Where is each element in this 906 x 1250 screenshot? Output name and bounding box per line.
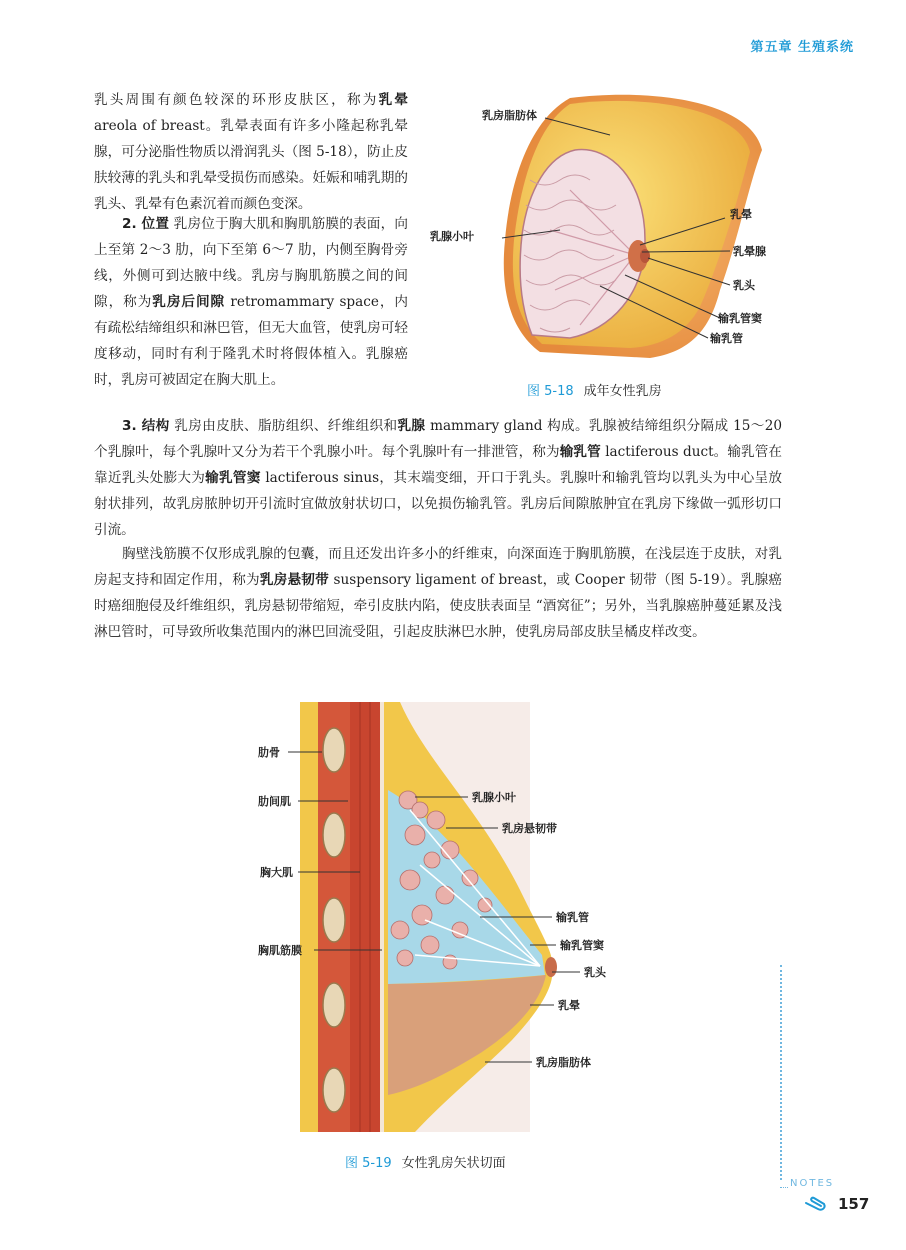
label-duct-19: 输乳管 <box>556 911 589 924</box>
figure-5-19-caption: 图 5-19 女性乳房矢状切面 <box>345 1156 506 1171</box>
label-pec-fascia-19: 胸肌筋膜 <box>258 944 302 957</box>
label-pec-major-19: 胸大肌 <box>260 866 293 879</box>
pectoral-muscle <box>350 702 380 1132</box>
paragraph-structure: 3. 结构 乳房由皮肤、脂肪组织、纤维组织和乳腺 mammary gland 构成。乳腺被结缔组织分隔成 15～20 个乳腺叶，每个乳腺叶又分为若干个乳腺小叶。每个乳腺叶有一排泄管，称为输乳管 lactiferous duct。输乳管在靠近乳头处膨大为输乳管窦 lactiferous sinus，其末端变细，开口于乳头。乳腺叶和输乳管均以乳头为中心呈放射状排列，故乳房脓肿切开引流时宜做放射状切口，以免损伤输乳管。乳房后间隙脓肿宜在乳房下缘做一弧形切口引流。 <box>94 418 783 538</box>
label-sinus-18: 输乳管窦 <box>718 312 762 325</box>
label-lobule-18: 乳腺小叶 <box>430 230 474 243</box>
chapter-header: 第五章 生殖系统 <box>750 40 854 55</box>
label-duct-18: 输乳管 <box>710 332 743 345</box>
label-sinus-19: 输乳管窦 <box>560 939 604 952</box>
notes-divider <box>780 1187 788 1188</box>
figure-5-18-caption: 图 5-18 成年女性乳房 <box>527 384 662 399</box>
term-mammary-gland: 乳腺 <box>397 418 426 434</box>
label-suspensory-19: 乳房悬韧带 <box>502 822 557 835</box>
label-areolar-gland-18: 乳晕腺 <box>733 245 766 258</box>
section-heading-position: 2. 位置 <box>122 216 170 232</box>
figure-5-19-illustration <box>250 700 630 1140</box>
label-nipple-19: 乳头 <box>584 966 606 979</box>
page-number: 157 <box>838 1195 870 1213</box>
term-retromammary-space: 乳房后间隙 <box>152 294 226 310</box>
section-heading-structure: 3. 结构 <box>122 418 170 434</box>
figure-5-18-illustration <box>420 90 790 400</box>
chest-wall-fat <box>300 702 318 1132</box>
label-intercostal-19: 肋间肌 <box>258 795 291 808</box>
paragraph-suspensory-ligament: 胸壁浅筋膜不仅形成乳腺的包囊，而且还发出许多小的纤维束，向深面连于胸肌筋膜，在浅层连于皮肤，对乳房起支持和固定作用，称为乳房悬韧带 suspensory ligament of breast，或 Cooper 韧带（图 5-19）。乳腺癌时癌细胞侵及纤维组织，乳房悬韧带缩短，牵引皮肤内陷，使皮肤表面呈 “酒窝征”；另外，当乳腺癌肿蔓延累及浅淋巴管时，可导致所收集范围内的淋巴回流受阻，引起皮肤淋巴水肿，使乳房局部皮肤呈橘皮样改变。 <box>94 546 782 640</box>
label-areola-18: 乳晕 <box>730 208 752 221</box>
term-areola: 乳晕 <box>378 92 409 108</box>
paragraph-areola: 乳头周围有颜色较深的环形皮肤区，称为乳晕 areola of breast。乳晕表面有许多小隆起称乳晕腺，可分泌脂性物质以滑润乳头（图 5-18），防止皮肤较薄的乳头和乳晕受损伤而感染。妊娠和哺乳期的乳头、乳晕有色素沉着而颜色变深。 <box>94 92 409 212</box>
term-lactiferous-sinus: 输乳管窦 <box>205 470 261 486</box>
label-lobule-19: 乳腺小叶 <box>472 791 516 804</box>
term-lactiferous-duct: 输乳管 <box>559 444 601 460</box>
paperclip-icon <box>803 1193 829 1213</box>
label-nipple-18: 乳头 <box>733 279 755 292</box>
nipple-shape <box>640 249 650 263</box>
nipple-shape-19 <box>545 957 557 977</box>
label-rib-19: 肋骨 <box>258 746 280 759</box>
label-fat-18: 乳房脂肪体 <box>482 109 537 122</box>
notes-label: NOTES <box>790 1178 835 1189</box>
term-suspensory-ligament: 乳房悬韧带 <box>259 572 329 588</box>
label-fat-19: 乳房脂肪体 <box>536 1056 591 1069</box>
notes-rail <box>780 965 782 1180</box>
label-areola-19: 乳晕 <box>558 999 580 1012</box>
paragraph-position: 2. 位置 乳房位于胸大肌和胸肌筋膜的表面，向上至第 2～3 肋，向下至第 6～7 肋，内侧至胸骨旁线，外侧可到达腋中线。乳房与胸肌筋膜之间的间隙，称为乳房后间隙 retromammary space，内有疏松结缔组织和淋巴管，但无大血管，使乳房可轻度移动，同时有利于隆乳术时将假体植入。乳腺癌时，乳房可被固定在胸大肌上。 <box>94 216 409 388</box>
pectoral-fascia <box>380 702 384 1132</box>
